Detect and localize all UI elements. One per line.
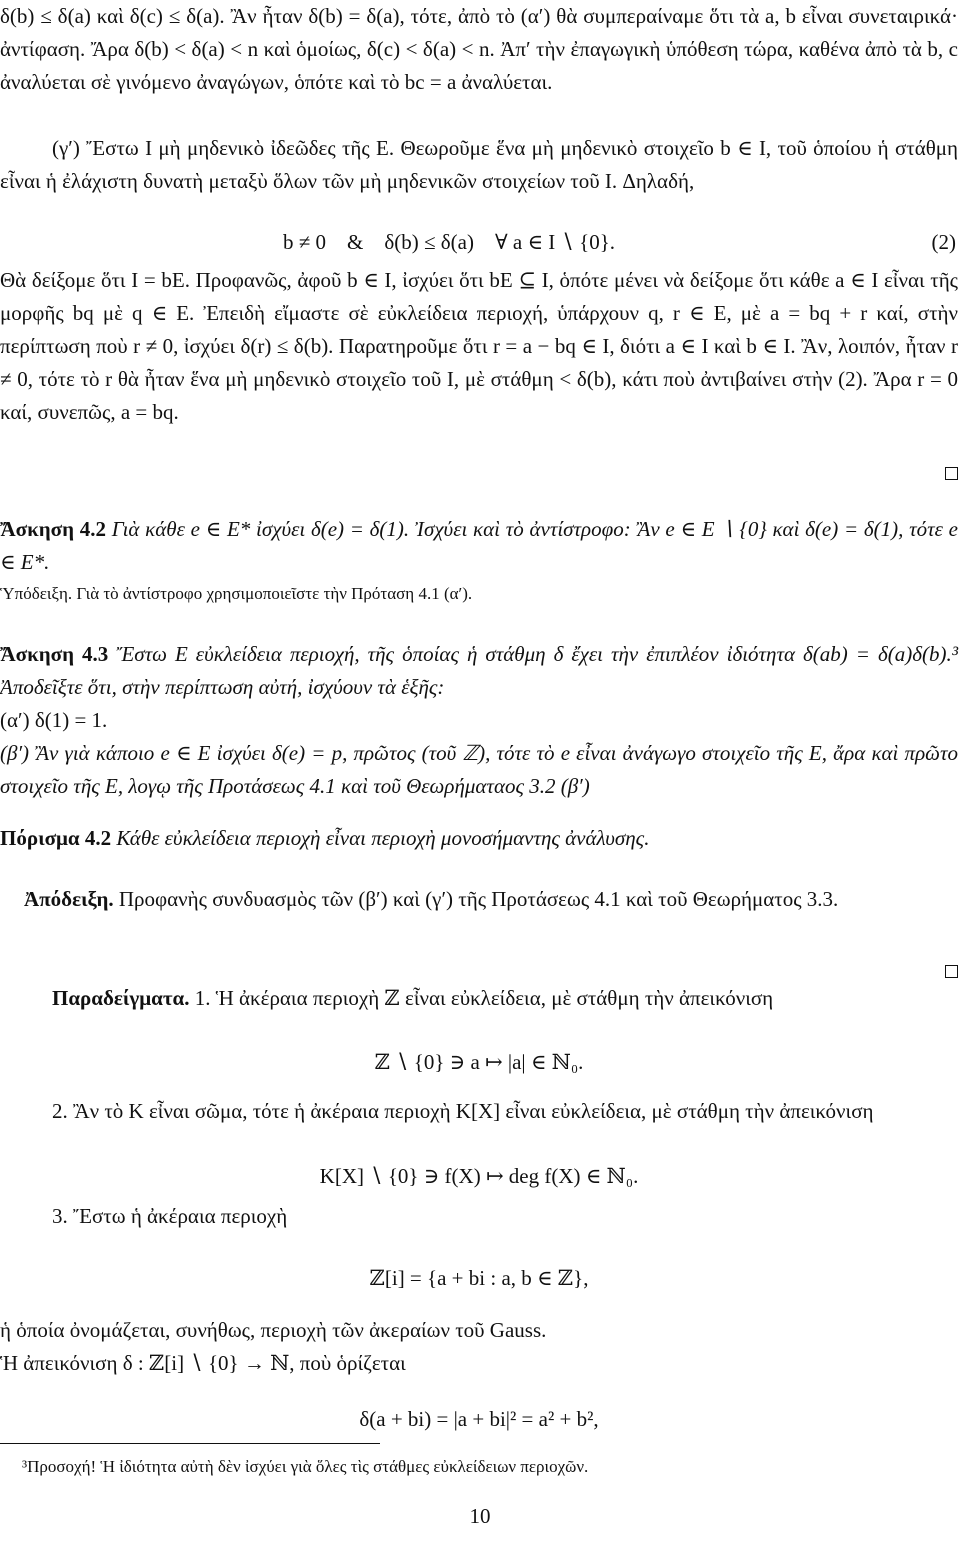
example-3-equation: ℤ[i] = {a + bi : a, b ∈ ℤ}, [369,1266,589,1290]
example-3-after-2: Ἡ ἀπεικόνιση δ : ℤ[i] ∖ {0} → ℕ, ποὺ ὁρίζεται [0,1351,406,1375]
example-2-text: 2. Ἂν τὸ K εἶναι σῶμα, τότε ἡ ἀκέραια περιοχὴ K[X] εἶναι εὐκλείδεια, μὲ στάθμη τὴν ἀπεικόνιση [52,1099,874,1123]
example-2-block [0,1095,958,1128]
example-3-after [0,1314,958,1380]
corollary-text: Κάθε εὐκλείδεια περιοχὴ εἶναι περιοχὴ μονοσήμαντης ἀνάλυσης. [116,826,650,850]
exercise-4-2-text: Γιὰ κάθε e ∈ E* ἰσχύει δ(e) = δ(1). Ἰσχύει καὶ τὸ ἀντίστροφο: Ἂν e ∈ E ∖ {0} καὶ δ(e) = δ(1), τότε e ∈ E*. [0,517,958,574]
example-3-block [0,1200,958,1233]
example-3-equation-2: δ(a + bi) = |a + bi|² = a² + b², [359,1407,599,1431]
proof-title: Ἀπόδειξη. [24,887,114,911]
paragraph-1: δ(b) ≤ δ(a) καὶ δ(c) ≤ δ(a). Ἂν ἦταν δ(b) = δ(a), τότε, ἀπὸ τὸ (α′) θὰ συμπεραίναμε ὅτι τὰ a, b εἶναι συνεταιρικά· ἀντίφαση. Ἄρα δ(b) < δ(a) < n καὶ ὁμοίως, δ(c) < δ(a) < n. Ἀπ′ τὴν ἐπαγωγικὴ ὑπόθεση τώρα, καθένα ἀπὸ τὰ b, c ἀναλύεται σὲ γινόμενο ἀναγώγων, ὁπότε καὶ τὸ bc = a ἀναλύεται. [0,4,958,94]
paragraph-3: Θὰ δείξομε ὅτι I = bE. Προφανῶς, ἀφοῦ b ∈ I, ἰσχύει ὅτι bE ⊆ I, ὁπότε μένει νὰ δείξομε ὅτι κάθε a ∈ I εἶναι τῆς μορφῆς bq μὲ q ∈ E. Ἐπειδὴ εἴμαστε σὲ εὐκλείδεια περιοχή, ὑπάρχουν q, r ∈ E, μὲ a = bq + r καί, στὴν περίπτωση ποὺ r ≠ 0, ἰσχύει δ(r) ≤ δ(b). Παρατηροῦμε ὅτι r = a − bq ∈ I, διότι a ∈ I καὶ b ∈ I. Ἂν, λοιπόν, ἦταν r ≠ 0, τότε τὸ r θὰ ἦταν ἕνα μὴ μηδενικὸ στοιχεῖο τοῦ I, μὲ στάθμη < δ(b), κάτι ποὺ ἀντιβαίνει στὴν (2). Ἄρα r = 0 καί, συνεπῶς, a = bq. [0,268,958,424]
example-1-equation: ℤ ∖ {0} ∋ a ↦ |a| ∈ ℕ₀. [374,1050,584,1074]
proof-block [0,883,958,916]
examples-title: Παραδείγματα. [52,986,190,1010]
example-3-text: 3. Ἔστω ἡ ἀκέραια περιοχὴ [52,1204,288,1228]
equation-2-number: (2) [931,230,956,254]
corollary-4-2 [0,822,958,855]
exercise-4-2-hint: Ὑπόδειξη. Γιὰ τὸ ἀντίστροφο χρησιμοποιεῖστε τὴν Πρόταση 4.1 (α′). [0,584,473,603]
exercise-4-3 [0,638,958,803]
example-1-text: 1. Ἡ ἀκέραια περιοχὴ ℤ εἶναι εὐκλείδεια, μὲ στάθμη τὴν ἀπεικόνιση [194,986,774,1010]
exercise-4-2-title: Ἄσκηση 4.2 [0,517,107,541]
exercise-4-2 [0,513,958,607]
paragraph-2: (γ′) Ἔστω I μὴ μηδενικὸ ἰδεῶδες τῆς E. Θεωροῦμε ἕνα μὴ μηδενικὸ στοιχεῖο b ∈ I, τοῦ ὁποίου ἡ στάθμη εἶναι ἡ ἐλάχιστη δυνατὴ μεταξὺ ὅλων τῶν μὴ μηδενικῶν στοιχείων τοῦ I. Δηλαδή, [0,136,958,193]
example-3-after-1: ἡ ὁποία ὀνομάζεται, συνήθως, περιοχὴ τῶν ἀκεραίων τοῦ Gauss. [0,1318,547,1342]
exercise-4-3-title: Ἄσκηση 4.3 [0,642,109,666]
example-2-equation: K[X] ∖ {0} ∋ f(X) ↦ deg f(X) ∈ ℕ₀. [319,1164,639,1188]
equation-2-body: b ≠ 0 & δ(b) ≤ δ(a) ∀ a ∈ I ∖ {0}. [283,230,616,254]
exercise-4-3-part-b: (β′) Ἂν γιὰ κάποιο e ∈ E ἰσχύει δ(e) = p, πρῶτος (τοῦ ℤ), τότε τὸ e εἶναι ἀνάγωγο στοιχεῖο τῆς E, ἄρα καὶ πρῶτο στοιχεῖο τῆς E, λογῳ τῆς Προτάσεως 4.1 καὶ τοῦ Θεωρήματαος 3.2 (β′) [0,741,958,798]
corollary-title: Πόρισμα 4.2 [0,826,112,850]
paragraph-case-gamma [0,132,958,198]
exercise-4-3-text: Ἔστω E εὐκλείδεια περιοχή, τῆς ὁποίας ἡ στάθμη δ ἔχει τὴν ἐπιπλέον ἰδιότητα δ(ab) = δ(a)δ(b).³ Ἀποδεῖξτε ὅτι, στὴν περίπτωση αὐτή, ἰσχύουν τὰ ἑξῆς: [0,642,958,699]
paragraph-main-argument [0,264,958,429]
qed-square-2 [945,965,958,978]
qed-square-1 [945,467,958,480]
footnote-rule [0,1443,380,1444]
examples-block [0,982,958,1015]
footnote-3: ³Προσοχή! Ἡ ἰδιότητα αὐτὴ δὲν ἰσχύει γιὰ ὅλες τὶς στάθμες εὐκλείδειων περιοχῶν. [22,1457,589,1476]
paragraph-proof-continuation [0,0,958,99]
exercise-4-3-part-a: (α′) δ(1) = 1. [0,708,108,732]
page-number: 10 [469,1504,491,1528]
proof-text: Προφανὴς συνδυασμὸς τῶν (β′) καὶ (γ′) τῆς Προτάσεως 4.1 καὶ τοῦ Θεωρήματος 3.3. [118,887,839,911]
